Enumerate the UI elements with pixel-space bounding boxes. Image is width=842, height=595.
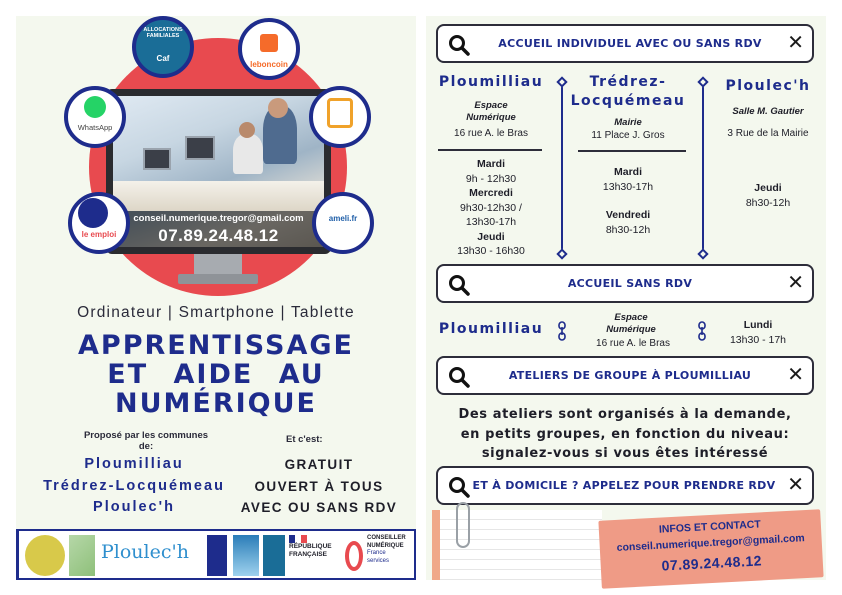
- tredrez-logo: [69, 535, 95, 576]
- venue-salle-gautier: Salle M. Gautier: [732, 106, 804, 117]
- commune-tredrez: Trédrez-Locquémeau: [43, 477, 225, 494]
- ploulech-logo: [101, 535, 201, 576]
- section-workshops-title: ATELIERS DE GROUPE À PLOUMILLIAU: [508, 369, 752, 382]
- right-info-panel: [426, 16, 826, 580]
- photo-screen: [185, 136, 215, 160]
- column-divider: [702, 82, 704, 254]
- section-walkin-title: ACCUEIL SANS RDV: [567, 277, 693, 290]
- contact-phone: 07.89.24.48.12: [661, 552, 763, 574]
- divider-cap: [556, 248, 567, 259]
- address-ploumilliau: 16 rue A. le Bras: [454, 128, 528, 139]
- monitor-screen-photo: [113, 96, 324, 247]
- search-icon: [448, 476, 470, 498]
- french-flag-icon: [289, 535, 307, 543]
- walkin-address: 16 rue A. le Bras: [596, 338, 670, 349]
- leboncoin-logo: [238, 18, 300, 80]
- commune-ploulech: Ploulec'h: [93, 499, 175, 515]
- schedule-tredrez: [568, 165, 688, 237]
- schedule-ploumilliau: [436, 157, 546, 259]
- schedule-hours: 8h30-12h: [605, 223, 651, 236]
- caf-logo-name: Caf: [156, 54, 170, 63]
- schedule-day: Jeudi: [754, 182, 782, 194]
- cn-line-4: services: [367, 557, 390, 564]
- photo-screen: [143, 148, 171, 170]
- main-title: [16, 331, 416, 418]
- close-icon: ✕: [787, 272, 804, 294]
- contact-email: conseil.numerique.tregor@gmail.com: [616, 532, 805, 554]
- walkin-day: Lundi: [743, 319, 773, 331]
- address-tredrez: 11 Place J. Gros: [591, 130, 665, 141]
- workshops-line: Des ateliers sont organisés à la demande,: [458, 407, 792, 422]
- and-it-is-label: Et c'est:: [286, 434, 323, 445]
- communes-list: [24, 456, 244, 521]
- pole-emploi-icon: [78, 198, 108, 228]
- venue-mairie: Mairie: [614, 117, 642, 128]
- left-flyer-panel: [16, 16, 416, 580]
- photo-person-head: [268, 98, 288, 118]
- france-services-icon: [327, 98, 353, 128]
- ameli-logo: [312, 192, 374, 254]
- schedule-day: Vendredi: [605, 209, 651, 221]
- conseiller-numerique-logo: [367, 535, 417, 576]
- photo-person: [233, 134, 263, 174]
- divider-cap: [697, 76, 708, 87]
- walkin-venue: Espace Numérique: [606, 312, 656, 335]
- close-icon: ✕: [787, 32, 804, 54]
- walkin-hours: 13h30 - 17h: [729, 333, 787, 346]
- photo-person-head: [239, 122, 255, 138]
- divider-cap: [697, 248, 708, 259]
- title-line-3: NUMÉRIQUE: [115, 388, 317, 419]
- pole-emploi-text: le emploi: [81, 230, 117, 239]
- feature-rdv: AVEC OU SANS RDV: [240, 500, 398, 515]
- schedule-day: Mardi: [613, 166, 642, 178]
- leboncoin-icon: [260, 34, 278, 52]
- title-line-1: APPRENTISSAGE: [78, 330, 354, 361]
- divider: [578, 150, 686, 152]
- contact-card: [598, 509, 823, 589]
- caf-logo-text: ALLOCATIONS FAMILIALES: [143, 27, 183, 39]
- city-ploulech: Ploulec'h: [725, 78, 811, 94]
- close-icon: ✕: [787, 474, 804, 496]
- cn-line-2: NUMÉRIQUE: [367, 542, 404, 549]
- conseiller-numerique-icon: [345, 541, 363, 571]
- photo-desk: [113, 181, 324, 211]
- search-icon: [448, 34, 470, 56]
- note-paper-edge: [432, 510, 440, 580]
- close-icon: ✕: [787, 364, 804, 386]
- schedule-hours: 9h30-12h30 /: [460, 201, 522, 214]
- workshops-line: signalez-vous si vous êtes intéressé: [481, 446, 769, 461]
- divider: [438, 149, 542, 151]
- partner-logos-footer: [16, 529, 416, 580]
- workshops-description: [436, 405, 814, 464]
- search-icon: [448, 366, 470, 388]
- venue-espace-numerique: Espace Numérique: [466, 100, 516, 123]
- section-walkin-bar: [436, 264, 814, 303]
- section-individual-bar: [436, 24, 814, 63]
- schedule-day: Jeudi: [477, 230, 505, 243]
- schedule-ploulech: [708, 181, 828, 210]
- workshops-line: en petits groupes, en fonction du niveau:: [460, 426, 790, 442]
- section-home-bar: [436, 466, 814, 505]
- features-list: [234, 457, 404, 522]
- title-line-2: ET AIDE AU: [107, 359, 325, 390]
- city-tredrez: Trédrez-Locquémeau: [570, 74, 686, 109]
- ploulech-logo-text: Ploulec'h: [101, 541, 189, 563]
- paperclip-icon: [456, 502, 470, 548]
- screen-caption: [113, 211, 324, 247]
- schedule-hours: 13h30-17h: [602, 180, 654, 193]
- devices-line: Ordinateur | Smartphone | Tablette: [77, 304, 355, 321]
- cotes-armor-logo: [233, 535, 259, 576]
- schedule-hours: 13h30 - 16h30: [457, 245, 525, 257]
- monitor-stand: [194, 254, 242, 276]
- column-divider: [561, 82, 563, 254]
- link-icon: [558, 321, 566, 341]
- france-services-logo: [309, 86, 371, 148]
- divider-cap: [556, 76, 567, 87]
- ploumilliau-logo: [25, 535, 65, 576]
- search-icon: [448, 274, 470, 296]
- schedule-day: Mercredi: [469, 187, 513, 199]
- rf-line-2: FRANÇAISE: [289, 551, 327, 558]
- caf-small-logo: [263, 535, 285, 576]
- republique-francaise-logo: [289, 535, 341, 576]
- section-individual-title: ACCUEIL INDIVIDUEL AVEC OU SANS RDV: [498, 37, 762, 50]
- caf-logo: [132, 16, 194, 78]
- feature-free: GRATUIT: [284, 457, 354, 472]
- city-ploumilliau: Ploumilliau: [438, 74, 544, 90]
- proposed-by-label: Proposé par les communes de:: [83, 430, 209, 452]
- walkin-schedule: [708, 318, 808, 347]
- leboncoin-text: leboncoin: [250, 60, 288, 69]
- whatsapp-logo: [64, 86, 126, 148]
- section-home-title: ET À DOMICILE ? APPELEZ POUR PRENDRE RDV: [472, 479, 776, 492]
- commune-ploumilliau: Ploumilliau: [84, 456, 184, 472]
- section-workshops-bar: [436, 356, 814, 395]
- region-logo: [207, 535, 227, 576]
- contact-title: INFOS ET CONTACT: [658, 518, 762, 536]
- whatsapp-text: WhatsApp: [77, 123, 113, 132]
- schedule-day: Mardi: [476, 158, 505, 170]
- feature-open: OUVERT À TOUS: [254, 478, 384, 494]
- screen-email: conseil.numerique.tregor@gmail.com: [133, 213, 304, 224]
- cn-line-3: France: [367, 550, 386, 556]
- address-ploulech: 3 Rue de la Mairie: [727, 128, 809, 139]
- rf-line-1: RÉPUBLIQUE: [289, 543, 332, 550]
- schedule-hours: 8h30-12h: [745, 196, 791, 209]
- schedule-hours: 9h - 12h30: [465, 172, 517, 185]
- schedule-gap: [568, 194, 688, 208]
- monitor-base: [178, 274, 258, 284]
- walkin-city: Ploumilliau: [438, 321, 544, 337]
- screen-phone: 07.89.24.48.12: [158, 226, 279, 245]
- computer-monitor: [106, 89, 331, 254]
- cn-line-1: CONSEILLER: [367, 535, 406, 541]
- schedule-hours: 13h30-17h: [465, 216, 517, 228]
- whatsapp-icon: [84, 96, 106, 118]
- pole-emploi-logo: [68, 192, 130, 254]
- contact-area: [432, 510, 826, 580]
- ameli-text: ameli.fr: [328, 214, 358, 223]
- link-icon: [698, 321, 706, 341]
